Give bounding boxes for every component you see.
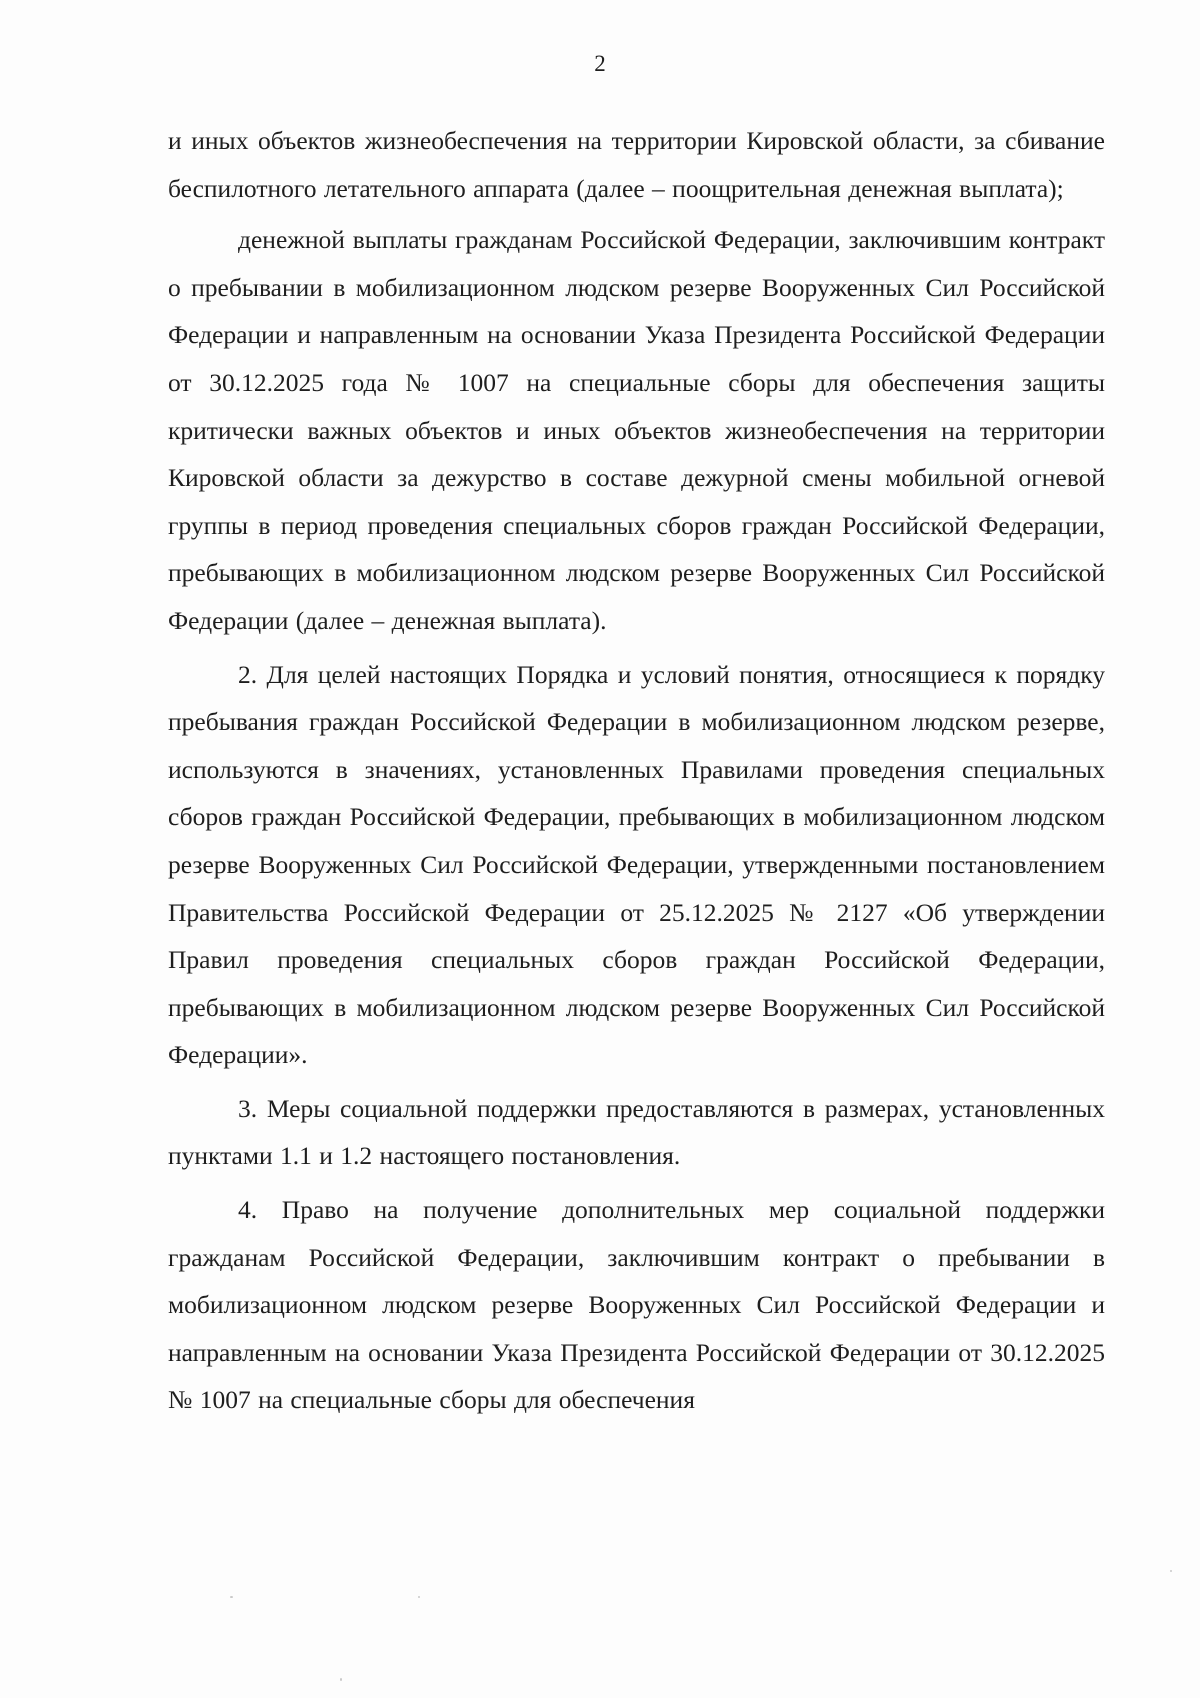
document-body bbox=[168, 117, 1105, 1426]
paragraph-continuation: и иных объектов жизнеобеспечения на территории Кировской области, за сбивание беспилотного летательного аппарата (далее – поощрительная денежная выплата); bbox=[168, 126, 1105, 203]
scan-speck bbox=[1170, 1570, 1172, 1572]
scan-speck bbox=[340, 1678, 342, 1681]
paragraph-item-2: 2. Для целей настоящих Порядка и условий понятия, относящиеся к порядку пребывания граждан Российской Федерации в мобилизационном людском резерве, используются в значениях, установленных Правилами проведения специальных сборов граждан Российской Федерации, пребывающих в мобилизационном людском резерве Вооруженных Сил Российской Федерации, утвержденными постановлением Правительства Российской Федерации от 25.12.2025 № 2127 «Об утверждении Правил проведения специальных сборов граждан Российской Федерации, пребывающих в мобилизационном людском резерве Вооруженных Сил Российской Федерации». bbox=[168, 659, 1105, 1070]
paragraph-item-4: 4. Право на получение дополнительных мер социальной поддержки гражданам Российской Федерации, заключившим контракт о пребывании в мобилизационном людском резерве Вооруженных Сил Российской Федерации и направленным на основании Указа Президента Российской Федерации от 30.12.2025 № 1007 на специальные сборы для обеспечения bbox=[168, 1195, 1105, 1415]
paragraph-cash-payment: денежной выплаты гражданам Российской Федерации, заключившим контракт о пребывании в мобилизационном людском резерве Вооруженных Сил Российской Федерации и направленным на основании Указа Президента Российской Федерации от 30.12.2025 года № 1007 на специальные сборы для обеспечения защиты критически важных объектов и иных объектов жизнеобеспечения на территории Кировской области за дежурство в составе дежурной смены мобильной огневой группы в период проведения специальных сборов граждан Российской Федерации, пребывающих в мобилизационном людском резерве Вооруженных Сил Российской Федерации (далее – денежная выплата). bbox=[168, 225, 1105, 635]
scan-speck bbox=[418, 1596, 420, 1598]
page-number: 2 bbox=[594, 51, 606, 76]
scan-speck bbox=[230, 1596, 233, 1598]
paragraph-item-3: 3. Меры социальной поддержки предоставляются в размерах, установленных пунктами 1.1 и 1.2 настоящего постановления. bbox=[168, 1093, 1105, 1171]
